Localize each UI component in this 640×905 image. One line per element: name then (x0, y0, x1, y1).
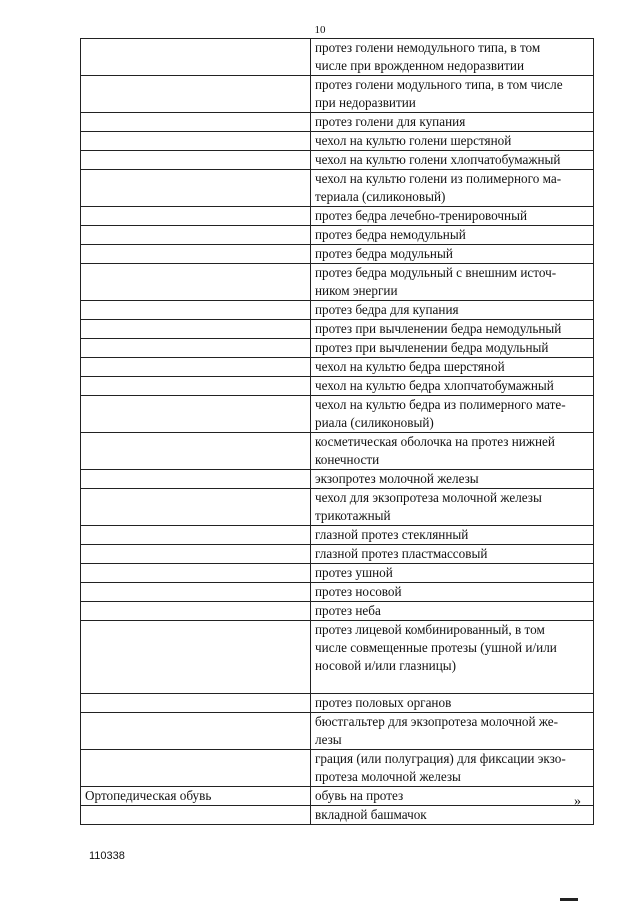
category-cell (81, 545, 311, 564)
item-line: носовой и/или глазницы) (315, 658, 457, 673)
category-cell (81, 583, 311, 602)
item-cell (311, 320, 594, 339)
item-cell (311, 433, 594, 470)
item-line: грация (или полуграция) для фиксации экзо- (315, 751, 566, 766)
item-cell (311, 602, 594, 621)
item-cell (311, 396, 594, 433)
table-row (81, 787, 594, 806)
item-line: протез при вычленении бедра модульный (315, 340, 549, 355)
table-row (81, 207, 594, 226)
table-row (81, 489, 594, 526)
item-cell (311, 377, 594, 396)
page-number: 10 (314, 24, 326, 36)
category-cell (81, 564, 311, 583)
item-line: чехол на культю голени из полимерного ма- (315, 171, 562, 186)
item-cell (311, 489, 594, 526)
item-line: протез лицевой комбинированный, в том (315, 622, 545, 637)
category-cell (81, 76, 311, 113)
item-line: риала (силиконовый) (315, 415, 434, 430)
item-cell (311, 713, 594, 750)
item-cell (311, 151, 594, 170)
item-cell (311, 545, 594, 564)
table-row (81, 694, 594, 713)
item-line: числе совмещенные протезы (ушной и/или (315, 640, 557, 655)
category-cell (81, 433, 311, 470)
table-row (81, 170, 594, 207)
item-line: протез бедра лечебно-тренировочный (315, 208, 528, 223)
item-line: протез голени для купания (315, 114, 466, 129)
table-row (81, 113, 594, 132)
table-row (81, 526, 594, 545)
item-cell (311, 76, 594, 113)
item-cell (311, 470, 594, 489)
table-row (81, 245, 594, 264)
table-row (81, 301, 594, 320)
table-row (81, 806, 594, 825)
item-cell (311, 358, 594, 377)
item-line: протеза молочной железы (315, 769, 461, 784)
table-row (81, 621, 594, 694)
category-cell (81, 245, 311, 264)
table-row (81, 358, 594, 377)
item-cell (311, 339, 594, 358)
table-row (81, 396, 594, 433)
item-line: чехол на культю бедра шерстяной (315, 359, 505, 374)
category-cell (81, 320, 311, 339)
item-line: протез ушной (315, 565, 393, 580)
table-row (81, 564, 594, 583)
item-cell (311, 39, 594, 76)
category-cell (81, 39, 311, 76)
item-cell (311, 207, 594, 226)
table-row (81, 377, 594, 396)
item-cell (311, 787, 594, 806)
item-line: чехол на культю бедра из полимерного мате- (315, 397, 566, 412)
item-line: трикотажный (315, 508, 391, 523)
table-row (81, 226, 594, 245)
table-row (81, 713, 594, 750)
document-code: 110338 (89, 850, 125, 862)
item-line: протез неба (315, 603, 381, 618)
closing-quote-mark: » (574, 794, 581, 809)
category-cell (81, 113, 311, 132)
table-row (81, 76, 594, 113)
corner-mark (560, 898, 578, 901)
item-cell (311, 245, 594, 264)
item-line: протез носовой (315, 584, 402, 599)
table-row (81, 39, 594, 76)
item-line: протез бедра модульный (315, 246, 453, 261)
item-line: глазной протез стеклянный (315, 527, 469, 542)
table-row (81, 339, 594, 358)
item-line: териала (силиконовый) (315, 189, 446, 204)
item-cell (311, 806, 594, 825)
item-cell (311, 750, 594, 787)
item-line: протез бедра немодульный (315, 227, 466, 242)
item-line: чехол для экзопротеза молочной железы (315, 490, 542, 505)
item-line: бюстгальтер для экзопротеза молочной же- (315, 714, 559, 729)
table-body (81, 39, 594, 825)
item-line: числе при врожденном недоразвитии (315, 58, 524, 73)
item-cell (311, 132, 594, 151)
category-cell (81, 489, 311, 526)
item-cell (311, 113, 594, 132)
category-cell (81, 170, 311, 207)
item-cell (311, 694, 594, 713)
table-row (81, 264, 594, 301)
item-line: экзопротез молочной железы (315, 471, 479, 486)
item-cell (311, 526, 594, 545)
table-row (81, 583, 594, 602)
table-row (81, 320, 594, 339)
category-cell (81, 132, 311, 151)
item-cell (311, 301, 594, 320)
item-line: конечности (315, 452, 380, 467)
item-cell (311, 170, 594, 207)
prosthetics-table (80, 38, 594, 825)
item-line: косметическая оболочка на протез нижней (315, 434, 555, 449)
table-row (81, 545, 594, 564)
category-cell (81, 207, 311, 226)
item-line: ником энергии (315, 283, 398, 298)
category-cell (81, 301, 311, 320)
item-line: протез голени модульного типа, в том числе (315, 77, 563, 92)
item-line: протез при вычленении бедра немодульный (315, 321, 562, 336)
table-row (81, 750, 594, 787)
item-line: вкладной башмачок (315, 807, 427, 822)
item-line: чехол на культю голени шерстяной (315, 133, 512, 148)
table-row (81, 132, 594, 151)
category-cell (81, 358, 311, 377)
item-cell (311, 564, 594, 583)
item-line (315, 675, 593, 693)
table-row (81, 151, 594, 170)
category-cell (81, 339, 311, 358)
table-row (81, 433, 594, 470)
category-cell (81, 377, 311, 396)
category-cell (81, 621, 311, 694)
category-cell (81, 694, 311, 713)
table-row (81, 602, 594, 621)
item-line: при недоразвитии (315, 95, 416, 110)
item-cell (311, 264, 594, 301)
category-cell (81, 226, 311, 245)
category-cell (81, 151, 311, 170)
item-line: глазной протез пластмассовый (315, 546, 488, 561)
item-cell (311, 226, 594, 245)
item-line: протез бедра для купания (315, 302, 459, 317)
item-line: чехол на культю бедра хлопчатобумажный (315, 378, 554, 393)
category-cell (81, 526, 311, 545)
category-cell (81, 470, 311, 489)
category-cell (81, 396, 311, 433)
item-line: лезы (315, 732, 342, 747)
item-line: протез голени немодульного типа, в том (315, 40, 541, 55)
table-row (81, 470, 594, 489)
category-cell (81, 806, 311, 825)
item-line: обувь на протез (315, 788, 404, 803)
item-cell (311, 621, 594, 694)
category-cell (81, 264, 311, 301)
category-cell (81, 750, 311, 787)
item-line: протез половых органов (315, 695, 452, 710)
item-line: чехол на культю голени хлопчатобумажный (315, 152, 561, 167)
item-cell (311, 583, 594, 602)
item-line: протез бедра модульный с внешним источ- (315, 265, 557, 280)
category-cell (81, 602, 311, 621)
category-cell (81, 713, 311, 750)
category-cell: Ортопедическая обувь (81, 787, 311, 806)
